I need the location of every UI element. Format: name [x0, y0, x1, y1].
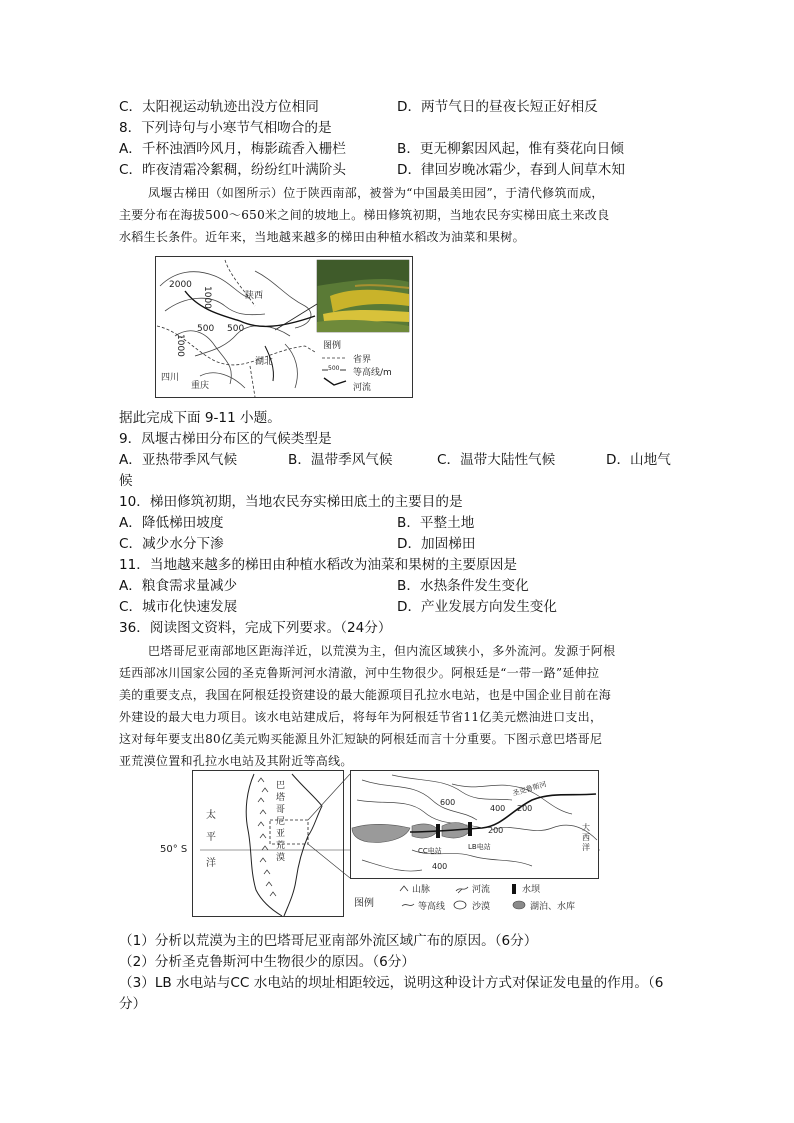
- contour-1000-label: 1000: [202, 286, 212, 309]
- q11-option-a: A．粮食需求量减少: [119, 578, 238, 594]
- desert-label-6: 荒: [276, 841, 286, 851]
- q36-sub3-wrap: 分）: [119, 996, 147, 1012]
- q8-option-b: B．更无柳絮因风起，惟有葵花向日倾: [397, 141, 624, 157]
- desert-label-2: 塔: [276, 793, 286, 803]
- contour-600-label: 600: [440, 798, 456, 807]
- passage1-line1: 凤堰古梯田（如图所示）位于陕西南部，被誉为“中国最美田园”，于清代修筑而成，: [148, 186, 604, 200]
- patagonia-map: [192, 770, 600, 918]
- desert-label-3: 哥: [276, 805, 286, 815]
- q36-passage-line4: 外建设的最大电力项目。该水电站建成后，将每年为阿根廷节省11亿美元燃油进口支出，: [119, 710, 603, 724]
- atlantic-label-1: 大: [582, 823, 590, 832]
- contour-500b-label: 500: [227, 324, 245, 334]
- legend2-contour: 等高线: [418, 902, 446, 912]
- q36-stem: 36．阅读图文资料，完成下列要求。（24分）: [119, 620, 392, 636]
- q10-option-c: C．减少水分下渗: [119, 536, 224, 552]
- legend1-river: 河流: [353, 383, 372, 393]
- q8-option-d: D．律回岁晚冰霜少，春到人间草木知: [397, 162, 625, 178]
- q36-passage-line5: 这对每年要支出80亿美元购买能源且外汇短缺的阿根廷而言十分重要。下图示意巴塔哥尼: [119, 732, 603, 746]
- q36-sub2: （2）分析圣克鲁斯河中生物很少的原因。（6分）: [119, 954, 415, 970]
- q36-passage-line3: 美的重要支点，我国在阿根廷投资建设的最大能源项目孔拉水电站，也是中国企业目前在海: [119, 688, 612, 702]
- q10-option-d: D．加固梯田: [397, 536, 476, 552]
- contour-500-label: 500: [197, 324, 215, 334]
- latitude-label: 50° S: [160, 844, 188, 855]
- legend1-contour: 等高线/m: [353, 368, 392, 378]
- q11-option-d: D．产业发展方向发生变化: [397, 599, 557, 615]
- q9-option-c: C．温带大陆性气候: [437, 452, 556, 468]
- desert-label-7: 漠: [276, 853, 286, 863]
- q10-option-b: B．平整土地: [397, 515, 475, 531]
- desert-label-5: 亚: [276, 829, 286, 839]
- q8-option-c: C．昨夜清霜冷絮稠，纷纷红叶满阶头: [119, 162, 346, 178]
- atlantic-label-3: 洋: [582, 843, 590, 852]
- legend1-title: 图例: [323, 341, 342, 351]
- q11-option-c: C．城市化快速发展: [119, 599, 238, 615]
- terrace-figure: [155, 256, 413, 398]
- legend2-dam: 水坝: [522, 885, 541, 895]
- legend2-desert: 沙漠: [472, 902, 491, 912]
- q7-option-d: D．两节气日的昼夜长短正好相反: [397, 99, 598, 115]
- q7-option-c: C．太阳视运动轨迹出没方位相同: [119, 99, 319, 115]
- legend1-500: 500: [328, 365, 340, 372]
- contour-200a-label: 200: [517, 804, 533, 813]
- cc-station-label: CC电站: [418, 847, 442, 855]
- lb-station-label: LB电站: [468, 843, 491, 851]
- contour-200b-label: 200: [488, 826, 504, 835]
- hubei-label: 湖北: [255, 357, 274, 367]
- q10-option-a: A．降低梯田坡度: [119, 515, 224, 531]
- intro-9-11: 据此完成下面 9-11 小题。: [119, 410, 281, 426]
- atlantic-label-2: 西: [582, 833, 590, 842]
- legend2-lake: 湖泊、水库: [530, 902, 576, 912]
- pacific-label-2: 平: [206, 832, 216, 843]
- contour-1000b-label: 1000: [175, 334, 185, 357]
- q36-passage-line2: 廷西部冰川国家公园的圣克鲁斯河河水清澈，河中生物很少。阿根廷是“一带一路”延伸拉: [119, 666, 600, 680]
- q9-option-d-wrap: 候: [119, 473, 133, 489]
- desert-label-4: 尼: [276, 817, 286, 827]
- desert-label-1: 巴: [276, 781, 286, 791]
- q36-sub3: （3）LB 水电站与CC 水电站的坝址相距较远，说明这种设计方式对保证发电量的作用。（6: [119, 975, 664, 991]
- q9-option-d: D．山地气: [606, 452, 671, 468]
- q36-sub1: （1）分析以荒漠为主的巴塔哥尼亚南部外流区域广布的原因。（6分）: [119, 933, 538, 949]
- legend2-river: 河流: [472, 885, 491, 895]
- legend1-border: 省界: [353, 355, 372, 365]
- passage1-line2: 主要分布在海拔500～650米之间的坡地上。梯田修筑初期，当地农民夯实梯田底土来改良: [119, 208, 610, 222]
- q9-stem: 9．凤堰古梯田分布区的气候类型是: [119, 431, 332, 447]
- contour-400b-label: 400: [432, 862, 448, 871]
- pacific-label-1: 太: [206, 810, 216, 821]
- passage1-line3: 水稻生长条件。近年来，当地越来越多的梯田由种植水稻改为油菜和果树。: [119, 230, 525, 244]
- contour-400a-label: 400: [490, 804, 506, 813]
- q9-option-b: B．温带季风气候: [288, 452, 393, 468]
- patagonia-figure: [160, 770, 600, 918]
- legend1-symbols: [320, 354, 350, 394]
- q8-stem: 8．下列诗句与小寒节气相吻合的是: [119, 120, 332, 136]
- q36-passage-line1: 巴塔哥尼亚南部地区距海洋近，以荒漠为主，但内流区域狭小，多外流河。发源于阿根: [148, 644, 616, 658]
- q11-stem: 11．当地越来越多的梯田由种植水稻改为油菜和果树的主要原因是: [119, 557, 517, 573]
- chongqing-label: 重庆: [191, 381, 210, 391]
- pacific-label-3: 洋: [206, 858, 216, 869]
- river-label: 圣克鲁斯河: [511, 780, 548, 798]
- sichuan-label: 四川: [161, 373, 180, 383]
- q11-option-b: B．水热条件发生变化: [397, 578, 529, 594]
- q8-option-a: A．千杯浊酒吟风月，梅影疏香入栅栏: [119, 141, 346, 157]
- q10-stem: 10．梯田修筑初期，当地农民夯实梯田底土的主要目的是: [119, 494, 463, 510]
- shaanxi-label: 陕西: [245, 291, 264, 301]
- q36-passage-line6: 亚荒漠位置和孔拉水电站及其附近等高线。: [119, 754, 353, 768]
- legend2-mountain: 山脉: [412, 885, 431, 895]
- contour-2000-label: 2000: [169, 280, 192, 290]
- legend2-title: 图例: [354, 898, 374, 909]
- q9-option-a: A．亚热带季风气候: [119, 452, 238, 468]
